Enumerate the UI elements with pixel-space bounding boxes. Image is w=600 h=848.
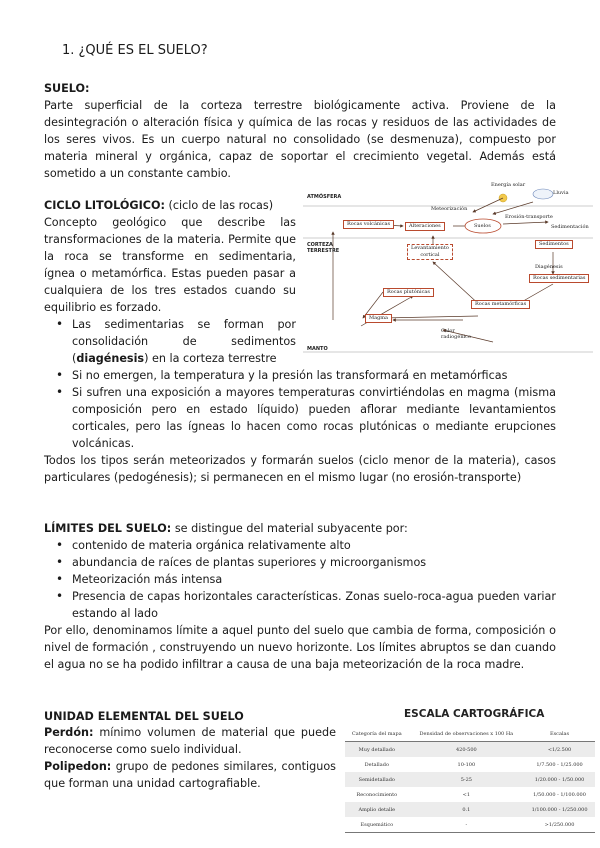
bullet-bold: diagénesis [76,352,145,365]
label-atmosfera: ATMÓSFERA [307,194,342,200]
label-energia-solar: Energía solar [491,182,526,188]
rock-cycle-diagram [303,180,593,356]
table-row [345,802,595,817]
section-title: 1. ¿QUÉ ES EL SUELO? [62,43,208,58]
table-cell: 1/20.000 - 1/50.000 [524,772,595,787]
list-item: • abundancia de raíces de plantas superiores y microorganismos [44,554,556,571]
table-cell: Amplio detalle [345,802,409,817]
label-lluvia: Lluvia [553,190,569,196]
ciclo-heading-note: (ciclo de las rocas) [164,199,274,212]
table-cell: Muy detallado [345,742,409,758]
pedon-paragraph [44,724,336,758]
box-rocas-sedimentarias: Rocas sedimentarias [529,274,589,283]
limites-bullet-list [44,537,556,622]
table-cell: Reconocimiento [356,791,398,798]
ciclo-heading-line [44,197,304,214]
suelo-heading: SUELO: [44,82,90,95]
suelo-paragraph: Parte superficial de la corteza terrestre biológicamente activa. Proviene de la desintegración o alteración física y química de las rocas y residuos de las actividades de los seres vivos. Es un cuerpo natural no consolidado (se desmenuza), compuesto por materia mineral y orgánica, capaz de soportar el crecimiento vegetal. Además está sometido a un constante cambio. [44,99,556,180]
ciclo-paragraph: Concepto geológico que describe las transformaciones de la materia. Permite que la roca se transforme en sedimentaria, ígnea o metamórfica. Estas pueden pasar a cualquiera de los tres estados cuando su equilibrio es forzado. [44,216,296,314]
pedon-text: mínimo volumen de material que puede reconocerse como suelo individual. [44,726,336,756]
table-header: Escalas [524,726,595,742]
polipedon-paragraph [44,758,336,792]
bullet-text-end: ) en la corteza terrestre [144,352,277,365]
list-item: • Meteorización más intensa [44,571,556,588]
escala-title: ESCALA CARTOGRÁFICA [404,708,545,720]
list-item: • Presencia de capas horizontales características. Zonas suelo-roca-agua pueden variar estando al lado [44,588,556,622]
pedon-label: Perdón: [44,726,94,739]
ciclo-heading: CICLO LITOLÓGICO: [44,199,165,212]
table-row [345,787,595,802]
table-row [345,817,595,833]
table-cell: >1/250.000 [544,821,575,828]
unidad-heading: UNIDAD ELEMENTAL DEL SUELO [44,710,244,723]
label-manto: MANTO [307,346,328,352]
limites-paragraph: Por ello, denominamos límite a aquel punto del suelo que cambia de forma, composición o nivel de formación , construyendo un nuevo horizonte. Los límites abruptos se dan cuando el agua no se ha podido infiltrar a causa de una baja meteorización de la roca madre. [44,624,556,671]
ciclo-bullet-list-a [44,316,296,367]
table-cell: Esquemático [360,821,394,828]
box-rocas-volcanicas: Rocas volcánicas [343,220,394,229]
label-suelos: Suelos [474,223,491,229]
table-cell: 10-100 [457,761,476,768]
table-cell: Detallado [364,761,389,768]
list-item: • Si no emergen, la temperatura y la presión las transformará en metamórficas [44,367,556,384]
label-diagenesis: Diagénesis [535,264,563,270]
list-item [44,316,296,367]
table-header: Densidad de observaciones x 100 Ha [409,726,524,742]
ciclo-bullet-list-b [44,367,556,452]
label-meteorizacion: Meteorización [431,206,468,212]
table-cell: 5-25 [409,772,524,787]
table-cell: <1/2.500 [524,742,595,758]
label-corteza: CORTEZA TERRESTRE [307,242,340,254]
box-alteraciones: Alteraciones [405,222,445,231]
box-rocas-plutonicas: Rocas plutónicas [383,288,434,297]
limites-heading-line [44,520,556,537]
escala-table [345,726,595,833]
table-header: Categoría del mapa [345,726,409,742]
bullet-text: Las sedimentarias se forman por consolidación de sedimentos ( [72,318,296,365]
polipedon-label: Polipedon: [44,760,112,773]
table-cell: 0.1 [409,802,524,817]
list-item: • contenido de materia orgánica relativamente alto [44,537,556,554]
table-cell: 1/100.000 - 1/250.000 [524,802,595,817]
box-rocas-metamorficas: Rocas metamórficas [471,300,530,309]
table-row [345,742,595,758]
box-sedimentos: Sedimentos [535,240,573,249]
table-row [345,772,595,787]
limites-heading-note: se distingue del material subyacente por: [171,522,408,535]
box-levantamiento: Levantamiento cortical [407,244,453,260]
table-cell: 420-500 [409,742,524,758]
box-magma: Magma [365,314,392,323]
polipedon-text: grupo de pedones similares, contiguos que forman una unidad cartografiable. [44,760,336,790]
list-item: • Si sufren una exposición a mayores temperaturas convirtiéndolas en magma (misma composición pero en estado líquido) pueden aflorar mediante levantamientos corticales, pero las ígneas lo hacen como rocas plutónicas o mediante erupciones volcánicas. [44,384,556,452]
table-row [345,757,595,772]
table-cell: Semidetallado [345,772,409,787]
limites-heading: LÍMITES DEL SUELO: [44,522,172,535]
label-erosion-transporte: Erosión-transporte [505,214,553,220]
table-cell: 1/7.500 - 1/25.000 [536,761,583,768]
table-cell: - [465,821,468,828]
table-cell: <1 [462,791,471,798]
label-sedimentacion: Sedimentación [551,224,589,230]
cloud-icon [533,189,553,199]
table-cell: 1/50.000 - 1/100.000 [533,791,586,798]
ciclo-closing: Todos los tipos serán meteorizados y formarán suelos (ciclo menor de la materia), casos particulares (pedogénesis); si permanecen en el mismo lugar (no erosión-transporte) [44,454,556,484]
table-header-row [345,726,595,742]
label-calor: Calor radiogénico [441,328,471,340]
